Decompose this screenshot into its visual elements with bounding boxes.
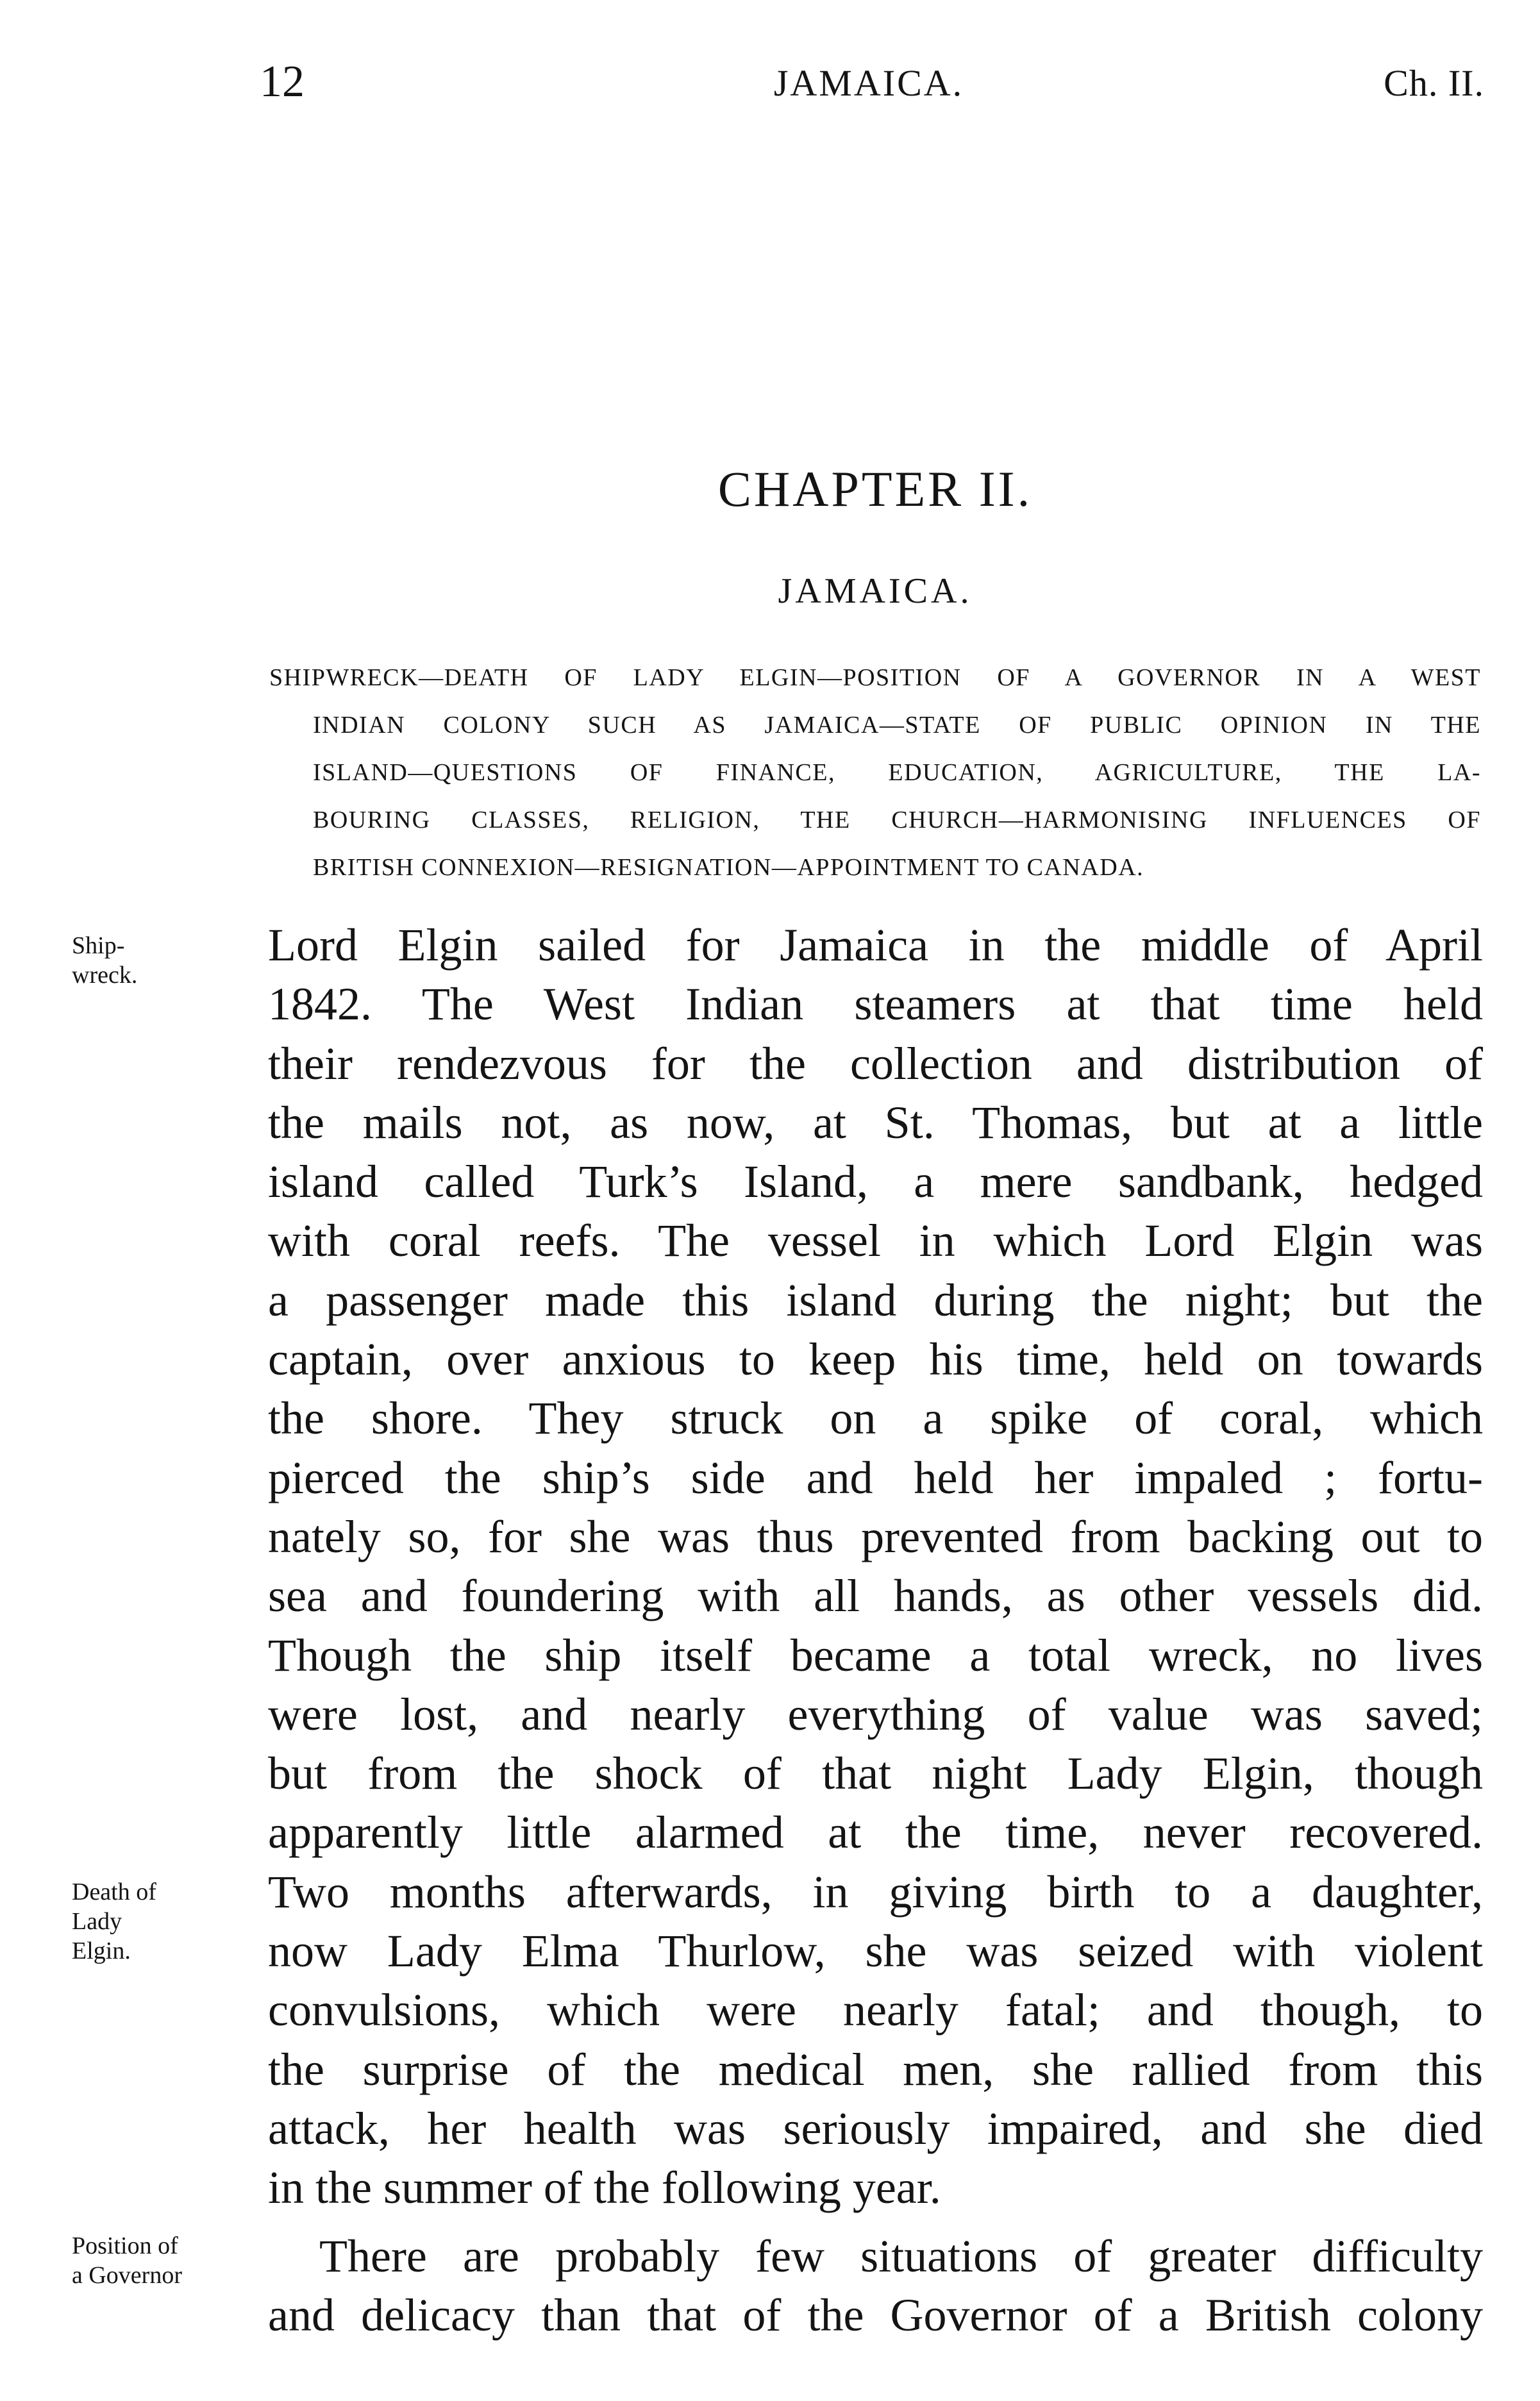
text-line: and delicacy than that of the Governor of a British colony: [268, 2289, 1483, 2341]
synopsis-line: SHIPWRECK—DEATH OF LADY ELGIN—POSITION OF A GOVERNOR IN A WEST: [269, 664, 1481, 691]
margin-note-line: wreck.: [72, 962, 138, 989]
text-line: apparently little alarmed at the time, never recovered.: [268, 1807, 1483, 1859]
text-line: attack, her health was seriously impaired, and she died: [268, 2102, 1483, 2154]
text-line: nately so, for she was thus prevented from backing out to: [268, 1510, 1483, 1562]
text-line: now Lady Elma Thurlow, she was seized with violent: [268, 1925, 1483, 1977]
text-line: the shore. They struck on a spike of coral, which: [268, 1393, 1483, 1444]
text-line: Two months afterwards, in giving birth to a daughter,: [268, 1866, 1483, 1918]
margin-note-line: Ship-: [72, 932, 125, 959]
text-line: with coral reefs. The vessel in which Lord Elgin was: [268, 1215, 1483, 1267]
chapter-heading: CHAPTER II.: [717, 461, 1033, 517]
margin-note-shipwreck: [72, 931, 258, 990]
text-line: island called Turk’s Island, a mere sandbank, hedged: [268, 1156, 1483, 1208]
synopsis-line: BRITISH CONNEXION—RESIGNATION—APPOINTMENT TO CANADA.: [313, 854, 1144, 881]
synopsis-line: ISLAND—QUESTIONS OF FINANCE, EDUCATION, AGRICULTURE, THE LA-: [313, 759, 1481, 786]
synopsis-line: INDIAN COLONY SUCH AS JAMAICA—STATE OF PUBLIC OPINION IN THE: [313, 712, 1481, 739]
text-line: convulsions, which were nearly fatal; and though, to: [268, 1984, 1483, 2036]
running-title: JAMAICA.: [773, 62, 964, 104]
chapter-reference: Ch. II.: [1384, 62, 1484, 104]
page-number: 12: [260, 57, 305, 106]
text-line: in the summer of the following year.: [268, 2162, 941, 2214]
text-line: the surprise of the medical men, she rallied from this: [268, 2043, 1483, 2095]
text-line: a passenger made this island during the night; but the: [268, 1274, 1483, 1326]
margin-note-line: Death of: [72, 1878, 156, 1905]
text-line: pierced the ship’s side and held her impaled ; fortu-: [268, 1451, 1483, 1503]
body-text: [268, 916, 1483, 2345]
text-line: Though the ship itself became a total wreck, no lives: [268, 1629, 1483, 1681]
text-line: were lost, and nearly everything of value was saved;: [268, 1688, 1483, 1740]
margin-note-line: a Governor: [72, 2262, 182, 2289]
chapter-synopsis: [269, 654, 1481, 891]
synopsis-line: BOURING CLASSES, RELIGION, THE CHURCH—HARMONISING INFLUENCES OF: [313, 807, 1481, 833]
chapter-subtitle: JAMAICA.: [778, 571, 973, 611]
margin-note-line: Elgin.: [72, 1937, 131, 1964]
margin-note-line: Lady: [72, 1908, 122, 1935]
text-line: but from the shock of that night Lady Elgin, though: [268, 1748, 1483, 1800]
text-line: sea and foundering with all hands, as other vessels did.: [268, 1570, 1483, 1622]
running-header: [253, 50, 1484, 121]
text-line: There are probably few situations of greater difficulty: [319, 2230, 1483, 2282]
margin-note-line: Position of: [72, 2232, 178, 2259]
margin-note-death-of-lady-elgin: [72, 1877, 258, 1966]
text-line: the mails not, as now, at St. Thomas, but at a little: [268, 1096, 1483, 1148]
text-line: 1842. The West Indian steamers at that time held: [268, 978, 1483, 1030]
margin-note-position-of-a-governor: [72, 2231, 258, 2290]
text-line: Lord Elgin sailed for Jamaica in the middle of April: [268, 919, 1483, 971]
text-line: captain, over anxious to keep his time, held on towards: [268, 1334, 1483, 1385]
text-line: their rendezvous for the collection and distribution of: [268, 1037, 1483, 1089]
